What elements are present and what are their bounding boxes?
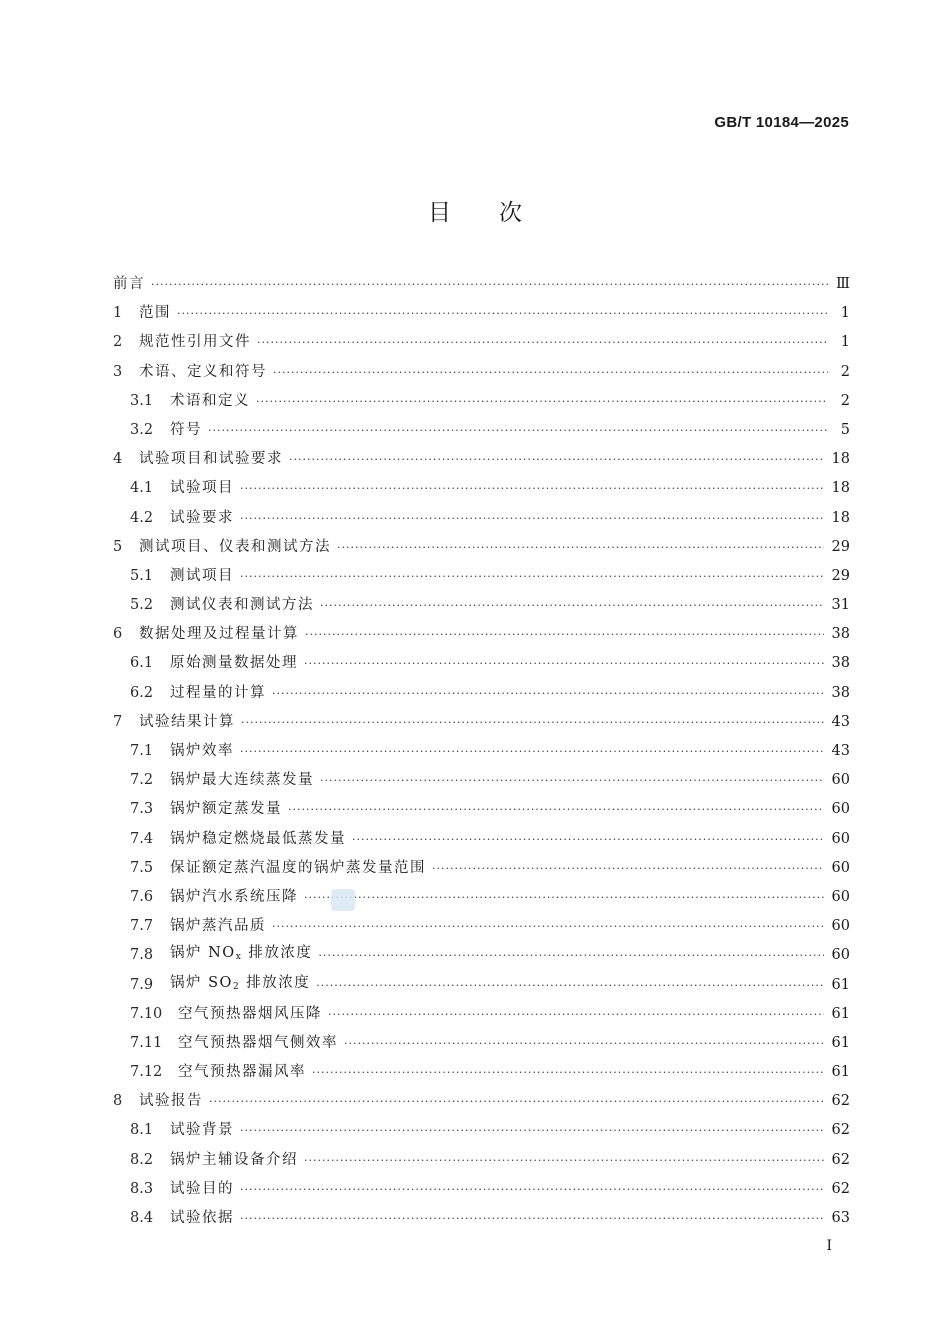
toc-entry-page: 43 bbox=[831, 713, 850, 730]
page-title: 目次 bbox=[428, 200, 570, 226]
dot-leader bbox=[240, 1204, 824, 1233]
toc-entry-number: 7.5 bbox=[130, 859, 154, 876]
toc-entry-number: 3.1 bbox=[130, 392, 154, 409]
toc-entry[interactable] bbox=[113, 328, 850, 357]
toc-entry-label: 原始测量数据处理 bbox=[170, 655, 298, 672]
dot-leader bbox=[272, 679, 824, 708]
toc-entry-page: 62 bbox=[831, 1122, 850, 1139]
toc-entry[interactable] bbox=[113, 1058, 850, 1087]
page-number: I bbox=[826, 1238, 832, 1254]
dot-leader bbox=[272, 912, 824, 941]
toc-entry-number: 7.4 bbox=[130, 830, 154, 847]
toc-entry[interactable] bbox=[113, 358, 850, 387]
toc-entry-page: 61 bbox=[831, 1064, 850, 1081]
toc-entry-page: 1 bbox=[840, 334, 850, 351]
toc-entry-label: 锅炉 $SO_2$ 排放浓度 bbox=[170, 974, 311, 992]
toc-entry-number: 7.8 bbox=[130, 947, 154, 964]
toc-entry[interactable] bbox=[113, 971, 850, 1000]
toc-entry[interactable] bbox=[113, 679, 850, 708]
standard-number: GB/T 10184—2025 bbox=[714, 114, 849, 131]
toc-entry-label: 试验目的 bbox=[170, 1180, 234, 1197]
toc-entry-number: 7 bbox=[113, 713, 123, 730]
dot-leader bbox=[304, 1146, 824, 1175]
toc-entry-page: 60 bbox=[831, 830, 850, 847]
toc-entry-page: 43 bbox=[831, 743, 850, 759]
toc-entry-label: 空气预热器烟气侧效率 bbox=[178, 1034, 338, 1051]
toc-entry[interactable] bbox=[113, 766, 850, 795]
toc-entry-page: Ⅲ bbox=[836, 276, 850, 292]
toc-entry-label: 试验项目和试验要求 bbox=[139, 451, 283, 468]
toc-entry-page: 2 bbox=[840, 363, 850, 380]
dot-leader bbox=[289, 445, 824, 474]
toc-entry-number: 7.6 bbox=[130, 888, 154, 905]
toc-entry-label: 试验项目 bbox=[170, 480, 234, 497]
toc-entry-number: 8 bbox=[113, 1093, 123, 1110]
toc-entry-page: 61 bbox=[831, 1034, 850, 1051]
toc-entry[interactable] bbox=[113, 299, 850, 328]
toc-entry[interactable] bbox=[113, 620, 850, 649]
toc-entry-label: 锅炉最大连续蒸发量 bbox=[170, 772, 314, 789]
toc-entry-label: 试验要求 bbox=[170, 509, 234, 526]
toc-entry[interactable] bbox=[113, 445, 850, 474]
toc-entry-number: 7.12 bbox=[130, 1064, 163, 1081]
toc-entry-page: 60 bbox=[831, 918, 850, 935]
toc-entry[interactable] bbox=[113, 1146, 850, 1175]
dot-leader bbox=[318, 941, 823, 970]
toc-entry-number: 8.1 bbox=[130, 1122, 154, 1139]
dot-leader bbox=[256, 387, 828, 416]
toc-entry-label: 试验结果计算 bbox=[139, 713, 235, 730]
toc-entry-number: 5.2 bbox=[130, 597, 154, 614]
toc-entry-page: 61 bbox=[831, 1005, 850, 1022]
toc-entry-number: 6.1 bbox=[130, 655, 154, 672]
dot-leader bbox=[312, 1058, 824, 1087]
toc-entry-number: 8.4 bbox=[130, 1210, 154, 1226]
toc-entry-number: 1 bbox=[113, 305, 123, 322]
toc-entry-number: 3.2 bbox=[130, 421, 154, 438]
toc-entry[interactable] bbox=[113, 416, 850, 445]
toc-entry-page: 63 bbox=[831, 1210, 850, 1226]
toc-entry-label: 规范性引用文件 bbox=[139, 334, 251, 351]
dot-leader bbox=[316, 971, 823, 1000]
toc-entry[interactable] bbox=[113, 1000, 850, 1029]
toc-entry-number: 7.10 bbox=[130, 1005, 163, 1022]
watermark-mark bbox=[331, 889, 355, 911]
toc-entry-label: 数据处理及过程量计算 bbox=[139, 626, 299, 643]
toc-entry-number: 4.2 bbox=[130, 509, 154, 526]
toc-entry[interactable] bbox=[113, 854, 850, 883]
toc-entry-label: 试验依据 bbox=[170, 1210, 234, 1226]
toc-entry[interactable] bbox=[113, 795, 850, 824]
toc-entry-label: 过程量的计算 bbox=[170, 684, 266, 701]
toc-entry-page: 38 bbox=[831, 684, 850, 701]
toc-entry-page: 60 bbox=[831, 859, 850, 876]
dot-leader bbox=[240, 1116, 824, 1145]
toc-entry-page: 18 bbox=[831, 509, 850, 526]
dot-leader bbox=[305, 620, 824, 649]
toc-entry-number: 7.2 bbox=[130, 772, 154, 789]
toc-entry-page: 62 bbox=[831, 1180, 850, 1197]
toc-entry-number: 6.2 bbox=[130, 684, 154, 701]
table-of-contents bbox=[113, 270, 850, 1233]
toc-entry-page: 29 bbox=[831, 538, 850, 555]
toc-entry-label: 测试仪表和测试方法 bbox=[170, 597, 314, 614]
toc-entry-label: 锅炉汽水系统压降 bbox=[170, 888, 298, 905]
toc-entry-label: 锅炉额定蒸发量 bbox=[170, 801, 282, 818]
toc-entry[interactable] bbox=[113, 562, 850, 591]
dot-leader bbox=[432, 854, 824, 883]
toc-entry[interactable] bbox=[113, 708, 850, 737]
toc-entry-label: 范围 bbox=[139, 305, 171, 322]
toc-entry[interactable] bbox=[113, 941, 850, 970]
toc-entry-page: 18 bbox=[831, 451, 850, 468]
toc-entry-page: 2 bbox=[840, 392, 850, 409]
dot-leader bbox=[320, 591, 824, 620]
dot-leader bbox=[288, 795, 824, 824]
dot-leader bbox=[304, 883, 824, 912]
dot-leader bbox=[344, 1029, 824, 1058]
toc-entry-number: 7.11 bbox=[130, 1034, 163, 1051]
dot-leader bbox=[241, 708, 824, 737]
toc-entry-number: 7.3 bbox=[130, 801, 154, 818]
toc-entry-page: 29 bbox=[831, 567, 850, 584]
toc-entry-number: 7.9 bbox=[130, 976, 154, 993]
toc-entry[interactable] bbox=[113, 912, 850, 941]
toc-entry-page: 61 bbox=[831, 976, 850, 993]
toc-entry-label: 锅炉稳定燃烧最低蒸发量 bbox=[170, 830, 346, 847]
toc-entry-number: 5 bbox=[113, 538, 123, 555]
toc-entry-label: 保证额定蒸汽温度的锅炉蒸发量范围 bbox=[170, 859, 426, 876]
toc-entry[interactable] bbox=[113, 737, 850, 766]
toc-entry[interactable] bbox=[113, 1116, 850, 1145]
toc-entry-page: 38 bbox=[831, 655, 850, 672]
toc-entry-number: 7.7 bbox=[130, 918, 154, 935]
toc-entry[interactable] bbox=[113, 1087, 850, 1116]
dot-leader bbox=[320, 766, 824, 795]
dot-leader bbox=[273, 358, 828, 387]
toc-entry[interactable] bbox=[113, 387, 850, 416]
toc-entry-page: 31 bbox=[831, 597, 850, 614]
toc-entry-page: 18 bbox=[831, 480, 850, 497]
toc-entry-label: 术语和定义 bbox=[170, 392, 250, 409]
dot-leader bbox=[328, 1000, 824, 1029]
toc-entry-label: 测试项目 bbox=[170, 567, 234, 584]
toc-entry-label: 试验背景 bbox=[170, 1122, 234, 1139]
dot-leader bbox=[240, 562, 824, 591]
dot-leader bbox=[151, 270, 828, 299]
toc-entry-number: 8.3 bbox=[130, 1180, 154, 1197]
dot-leader bbox=[208, 416, 828, 445]
toc-entry-page: 38 bbox=[831, 626, 850, 643]
toc-entry-page: 60 bbox=[831, 947, 850, 964]
toc-entry[interactable] bbox=[113, 270, 850, 299]
toc-entry[interactable] bbox=[113, 825, 850, 854]
toc-entry[interactable] bbox=[113, 1029, 850, 1058]
toc-entry-number: 8.2 bbox=[130, 1151, 154, 1168]
toc-entry[interactable] bbox=[113, 883, 850, 912]
toc-entry-number: 4 bbox=[113, 451, 123, 468]
toc-entry-label: 试验报告 bbox=[139, 1093, 203, 1110]
toc-entry[interactable] bbox=[113, 533, 850, 562]
dot-leader bbox=[177, 299, 828, 328]
toc-entry-number: 5.1 bbox=[130, 567, 154, 584]
toc-entry[interactable] bbox=[113, 591, 850, 620]
toc-entry-page: 5 bbox=[840, 421, 850, 438]
toc-entry-page: 62 bbox=[831, 1151, 850, 1168]
toc-entry-label: 锅炉主辅设备介绍 bbox=[170, 1151, 298, 1168]
dot-leader bbox=[240, 504, 824, 533]
toc-entry-number: 6 bbox=[113, 626, 123, 643]
toc-entry-number: 7.1 bbox=[130, 743, 154, 759]
toc-entry[interactable] bbox=[113, 504, 850, 533]
dot-leader bbox=[352, 825, 824, 854]
toc-entry-number: 3 bbox=[113, 363, 123, 380]
toc-entry-label: 测试项目、仪表和测试方法 bbox=[139, 538, 331, 555]
toc-entry-page: 1 bbox=[840, 305, 850, 322]
toc-entry-page: 62 bbox=[831, 1093, 850, 1110]
dot-leader bbox=[240, 474, 824, 503]
toc-entry-label: 前言 bbox=[113, 276, 145, 292]
toc-entry[interactable] bbox=[113, 474, 850, 503]
toc-entry[interactable] bbox=[113, 1204, 850, 1233]
toc-entry-label: 锅炉 $NO_x$ 排放浓度 bbox=[170, 945, 313, 963]
dot-leader bbox=[304, 649, 824, 678]
toc-entry-label: 锅炉蒸汽品质 bbox=[170, 918, 266, 935]
dot-leader bbox=[257, 328, 828, 357]
dot-leader bbox=[209, 1087, 824, 1116]
dot-leader bbox=[240, 737, 824, 766]
toc-entry-page: 60 bbox=[831, 888, 850, 905]
toc-entry-label: 空气预热器烟风压降 bbox=[178, 1005, 322, 1022]
toc-entry-label: 术语、定义和符号 bbox=[139, 363, 267, 380]
toc-entry-page: 60 bbox=[831, 772, 850, 789]
toc-entry-label: 符号 bbox=[170, 421, 202, 438]
toc-entry-number: 4.1 bbox=[130, 480, 154, 497]
toc-entry-label: 锅炉效率 bbox=[170, 743, 234, 759]
toc-entry-page: 60 bbox=[831, 801, 850, 818]
toc-entry[interactable] bbox=[113, 1175, 850, 1204]
toc-entry-label: 空气预热器漏风率 bbox=[178, 1064, 306, 1081]
toc-entry-number: 2 bbox=[113, 334, 123, 351]
dot-leader bbox=[337, 533, 824, 562]
toc-entry[interactable] bbox=[113, 649, 850, 678]
dot-leader bbox=[240, 1175, 824, 1204]
